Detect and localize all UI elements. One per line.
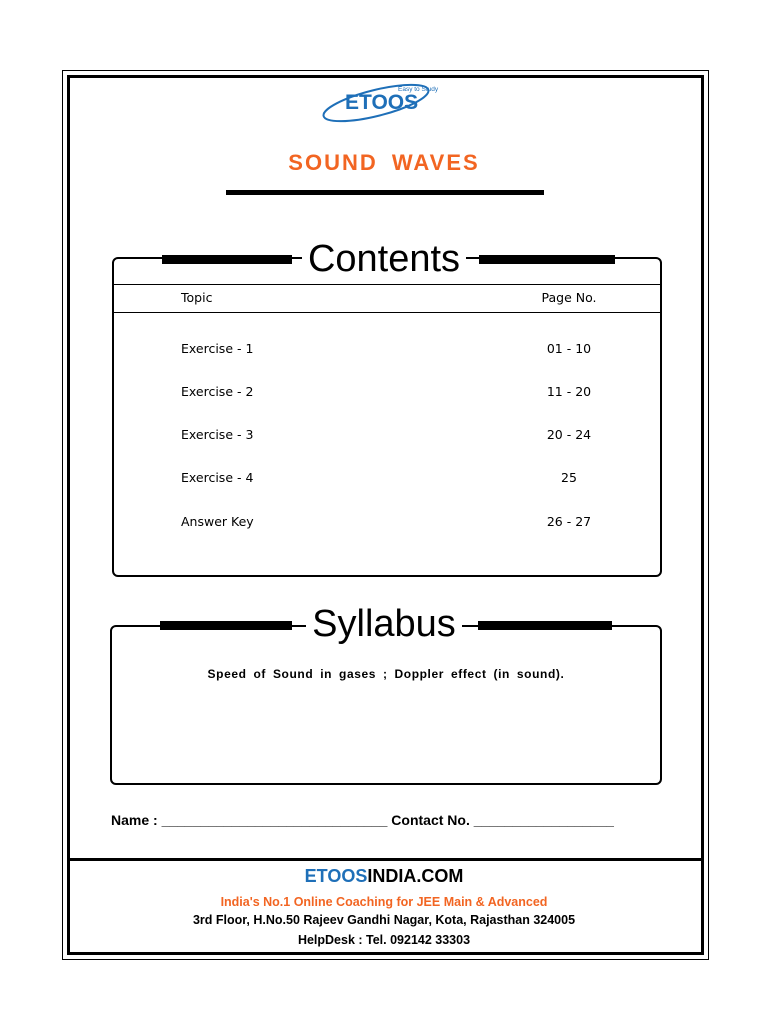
student-info-line (111, 812, 614, 828)
footer-address: 3rd Floor, H.No.50 Rajeev Gandhi Nagar, Kota, Rajasthan 324005 (192, 913, 576, 927)
logo-tagline: Easy to Study (398, 86, 439, 93)
syllabus-text: Speed of Sound in gases ; Doppler effect (in sound). (207, 667, 565, 681)
contents-heading-text: Contents (302, 238, 466, 280)
syllabus-box (110, 625, 662, 785)
table-row-topic: Exercise - 2 (181, 384, 254, 399)
logo-wordmark: ETOOS (345, 91, 419, 114)
footer-divider (67, 858, 704, 861)
contents-header-top-rule (114, 284, 660, 285)
title-underline (226, 190, 544, 195)
footer-tagline: India's No.1 Online Coaching for JEE Main & Advanced (220, 895, 548, 909)
column-header-page: Page No. (541, 290, 597, 305)
document-title: SOUND WAVES (288, 150, 480, 175)
footer-helpdesk: HelpDesk : Tel. 092142 33303 (297, 933, 471, 947)
contact-field: __________________ (473, 812, 614, 828)
table-row-topic: Exercise - 1 (181, 341, 254, 356)
column-header-topic: Topic (181, 290, 213, 305)
table-row-topic: Answer Key (181, 514, 254, 529)
contact-label: Contact No. (391, 812, 470, 828)
website-part-india: INDIA.COM (367, 866, 464, 886)
website-url (0, 866, 768, 887)
table-row-page: 11 - 20 (546, 384, 592, 399)
table-row-page: 20 - 24 (546, 427, 592, 442)
name-field: _____________________________ (161, 812, 388, 828)
table-row-topic: Exercise - 4 (181, 470, 254, 485)
contents-heading (0, 237, 768, 281)
syllabus-heading-text: Syllabus (306, 603, 462, 645)
name-label: Name : (111, 812, 158, 828)
syllabus-heading (0, 602, 768, 646)
contents-box (112, 257, 662, 577)
table-row-page: 25 (561, 470, 577, 485)
table-row-topic: Exercise - 3 (181, 427, 254, 442)
etoos-logo (310, 70, 460, 136)
table-row-page: 01 - 10 (546, 341, 592, 356)
website-part-etoos: ETOOS (304, 866, 368, 886)
table-row-page: 26 - 27 (546, 514, 592, 529)
contents-header-bottom-rule (114, 312, 660, 313)
